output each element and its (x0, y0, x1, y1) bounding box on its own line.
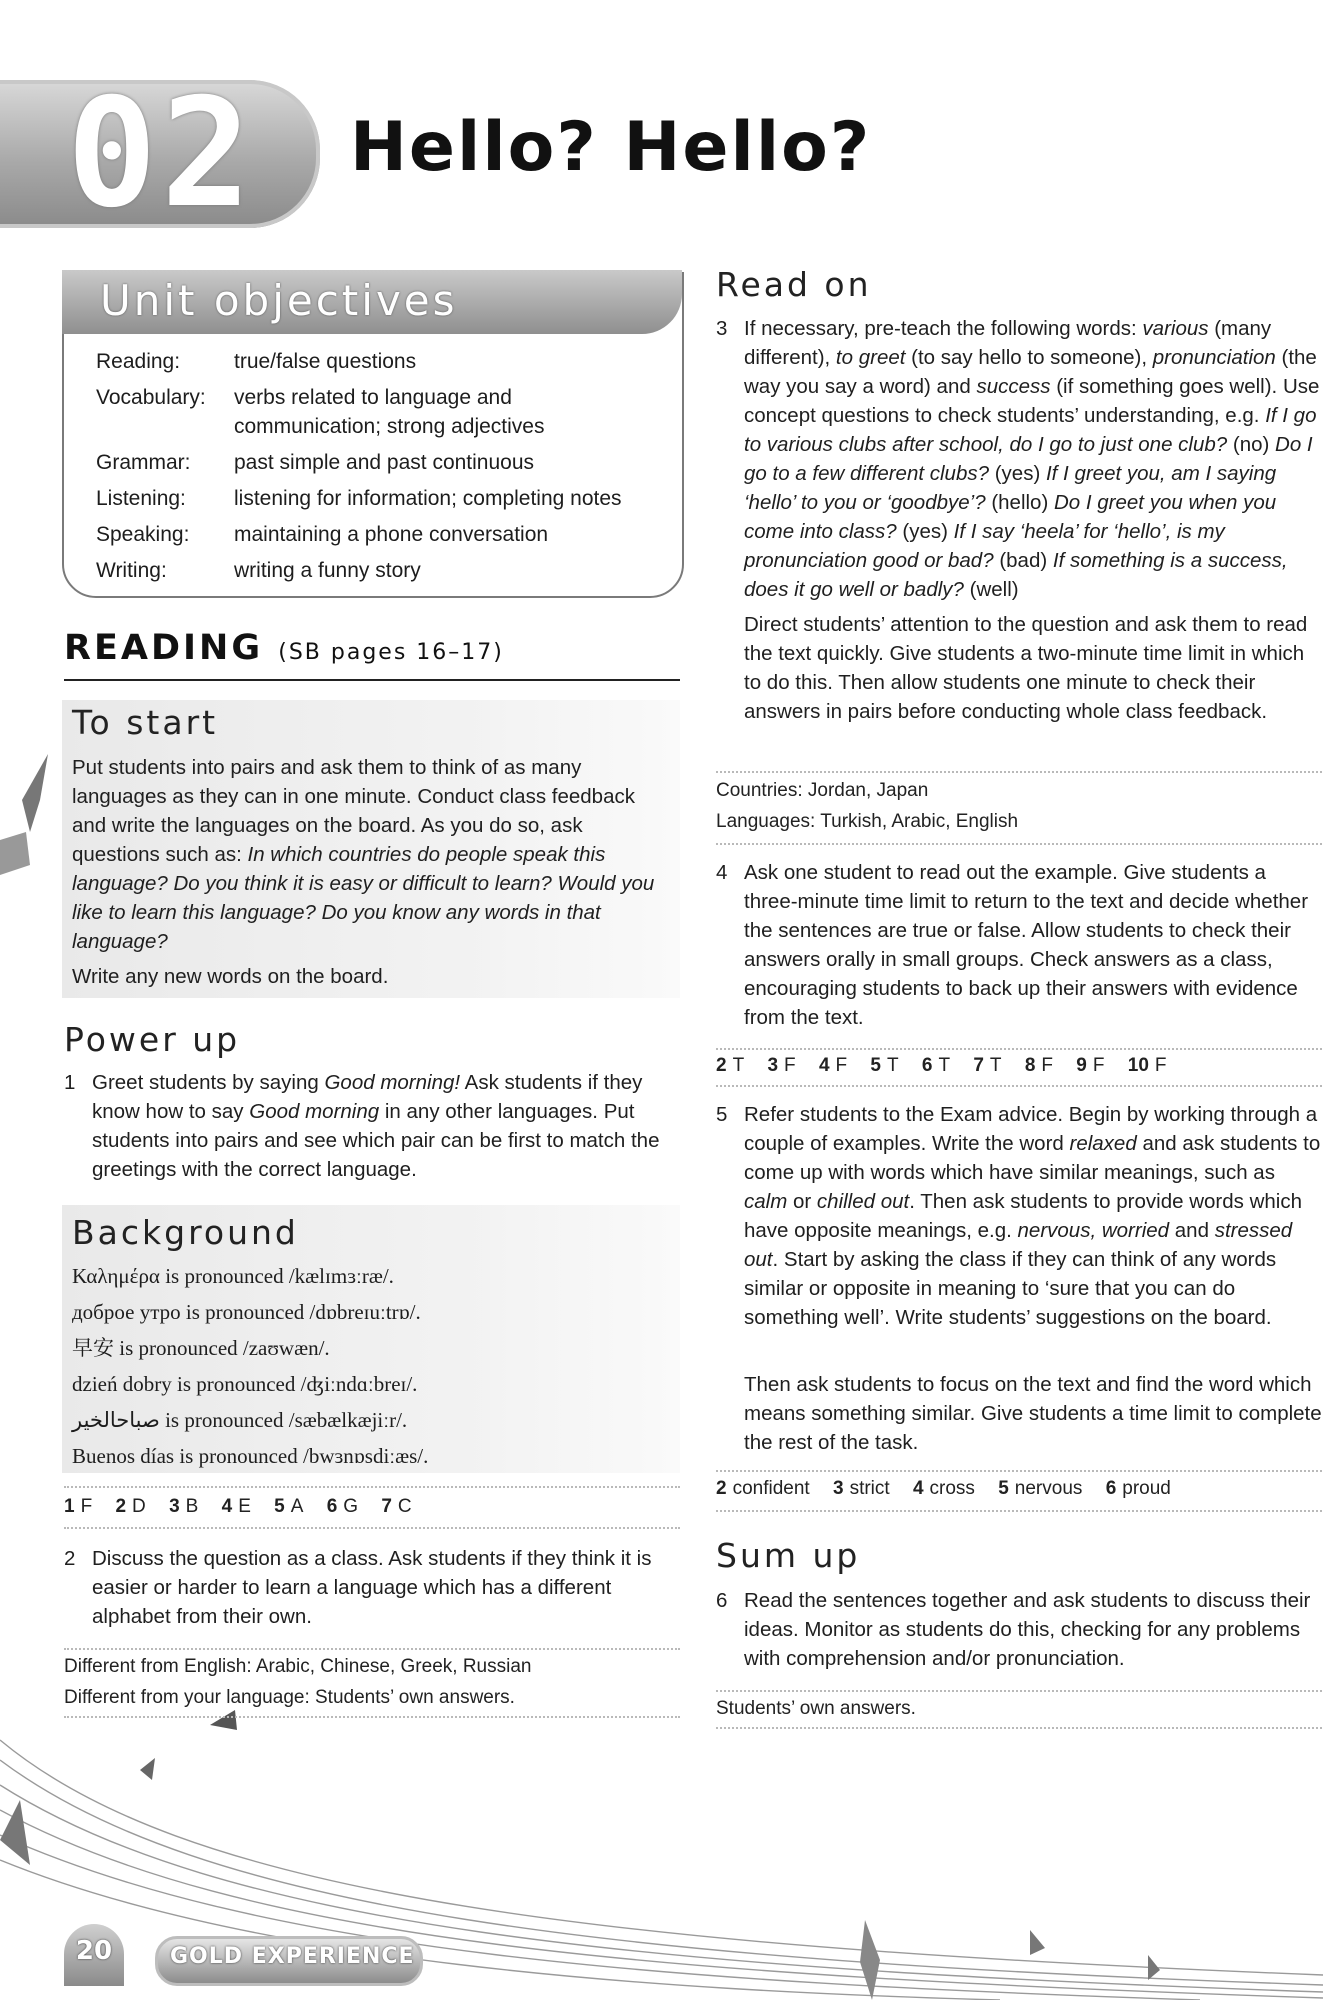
item-2-answer-a: Different from English: Arabic, Chinese, Greek, Russian (64, 1656, 532, 1677)
answer-divider (716, 1470, 1322, 1472)
pronunciation-line (72, 1366, 417, 1402)
answer-item (913, 1478, 975, 1499)
answer-key-4 (716, 1055, 1185, 1077)
foreign-word: صباحالخير (72, 1408, 160, 1432)
answer-value: F (80, 1496, 93, 1517)
answer-value: T (886, 1055, 899, 1076)
objective-label: Writing: (96, 559, 167, 582)
italic-run: pronunciation (1152, 346, 1276, 369)
answer-number: 5 (274, 1496, 285, 1517)
ipa-text: /dɒbreɪuːtrɒ/. (309, 1300, 421, 1324)
italic-run: If something is a success, does it go well or badly? (744, 549, 1288, 601)
text-run: (to say hello to someone), (905, 346, 1153, 369)
answer-value: F (1041, 1055, 1053, 1076)
answer-value: T (732, 1055, 745, 1076)
pronounced-text: is pronounced (114, 1336, 243, 1360)
ipa-text: /bwɜnɒsdiːæs/. (302, 1444, 429, 1468)
answer-value: F (1092, 1055, 1105, 1076)
answer-number: 2 (716, 1478, 727, 1499)
answer-value: G (343, 1496, 359, 1517)
pronunciation-line (72, 1294, 421, 1330)
answer-item (169, 1496, 198, 1517)
answer-value: proud (1122, 1478, 1171, 1499)
power-up-heading: Power up (64, 1020, 241, 1059)
answer-item (274, 1496, 303, 1517)
item-6-text: Read the sentences together and ask students to discuss their ideas. Monitor as students do this, checking for any problems with comprehension and/or pronunciation. (744, 1589, 1311, 1670)
item-number: 1 (64, 1071, 76, 1094)
answer-languages: Languages: Turkish, Arabic, English (716, 811, 1019, 832)
text-run: (many different), (744, 317, 1272, 369)
answer-key-5 (716, 1478, 1189, 1500)
answer-item (222, 1496, 251, 1517)
answer-value: nervous (1014, 1478, 1083, 1499)
answer-value: A (290, 1496, 304, 1517)
to-start-heading: To start (72, 703, 219, 742)
reading-rule (64, 679, 680, 681)
answer-item (381, 1496, 411, 1517)
italic-run: calm (744, 1190, 788, 1213)
answer-number: 1 (64, 1496, 75, 1517)
foreign-word: dzień dobry (72, 1372, 172, 1396)
italic-run: to greet (835, 346, 906, 369)
pronounced-text: is pronounced (180, 1300, 310, 1324)
item-4 (716, 858, 1322, 1038)
answer-value: T (938, 1055, 951, 1076)
answer-value: B (185, 1496, 199, 1517)
answer-item (973, 1055, 1001, 1076)
objective-label: Listening: (96, 487, 186, 510)
item-3 (716, 314, 1322, 614)
answer-item (819, 1055, 847, 1076)
italic-run: If I go to various clubs after school, do I go to just one club? (744, 404, 1317, 456)
answer-value: cross (929, 1478, 975, 1499)
foreign-word: Καλημέρα (72, 1264, 160, 1288)
answer-divider (64, 1527, 680, 1529)
ipa-text: /kælɪmɜːræ/. (288, 1264, 394, 1288)
answer-number: 6 (1105, 1478, 1117, 1499)
ipa-text: /ʤiːndɑːbreɪ/. (300, 1372, 418, 1396)
pronounced-text: is pronounced (171, 1372, 301, 1396)
objective-value: verbs related to language and communication; strong adjectives (234, 386, 545, 438)
italic-run: Good morning (249, 1100, 380, 1123)
objective-label: Grammar: (96, 451, 191, 474)
answer-value: E (238, 1496, 251, 1517)
pronunciation-line (72, 1402, 407, 1438)
answer-value: C (397, 1496, 412, 1517)
decorative-shards-left (0, 740, 60, 880)
objective-label: Reading: (96, 350, 181, 373)
text-run: (the way you say a word) and (744, 346, 1317, 398)
answer-item (1025, 1055, 1053, 1076)
answer-number: 5 (870, 1055, 881, 1076)
text-run: Greet students by saying (92, 1071, 325, 1094)
answer-value: F (835, 1055, 848, 1076)
answer-number: 10 (1127, 1055, 1149, 1076)
objective-value: maintaining a phone conversation (234, 523, 549, 546)
item-number: 6 (716, 1589, 728, 1612)
answer-item (64, 1496, 92, 1517)
sum-up-answer: Students’ own answers. (716, 1698, 916, 1719)
italic-run: If I greet you, am I saying ‘hello’ to you or ‘goodbye’? (744, 462, 1277, 514)
answer-item (115, 1496, 145, 1517)
answer-number: 4 (912, 1478, 924, 1499)
item-2-answer-b: Different from your language: Students’ own answers. (64, 1687, 515, 1708)
power-up-text (92, 1068, 680, 1184)
power-up-item (64, 1068, 680, 1188)
italic-run: stressed out (744, 1219, 1293, 1271)
reading-pages: (SB pages 16–17) (278, 640, 504, 665)
ipa-text: /sæbælkæjiːr/. (288, 1408, 408, 1432)
item-5 (716, 1100, 1322, 1360)
foreign-word: 早安 (72, 1336, 114, 1360)
answer-value: confident (732, 1478, 810, 1499)
page-number: 20 (75, 1936, 113, 1966)
pronounced-text: is pronounced (174, 1444, 303, 1468)
answer-value: T (989, 1055, 1002, 1076)
answer-divider (716, 771, 1322, 773)
page-title: Hello? Hello? (350, 108, 872, 187)
item-3-paragraph-2: Direct students’ attention to the question and ask them to read the text quickly. Give students a two-minute time limit in which to do this. Then allow students one minute to check their answers in pairs before conducting whole class feedback. (744, 613, 1308, 723)
answer-value: F (784, 1055, 796, 1076)
text-run: . Start by asking the class if they can think of any words similar or opposite in meaning to ‘sure that you can do something well’. Write students’ suggestions on the board. (744, 1248, 1277, 1329)
answer-divider (64, 1486, 680, 1488)
answer-item (716, 1055, 744, 1076)
answer-item (1128, 1055, 1167, 1076)
item-6 (716, 1586, 1322, 1676)
answer-item (922, 1055, 950, 1076)
text-run: Refer students to the Exam advice. Begin by working through a couple of examples. Write the word (744, 1103, 1318, 1155)
text-run: (yes) (989, 462, 1046, 485)
answer-number: 5 (998, 1478, 1009, 1499)
italic-run: various (1142, 317, 1209, 340)
answer-number: 6 (326, 1496, 338, 1517)
foreign-word: Buenos días (72, 1444, 175, 1468)
italic-run: Good morning! (324, 1071, 461, 1094)
text-run: and (1169, 1219, 1215, 1242)
item-2 (64, 1544, 680, 1634)
answer-value: strict (849, 1478, 890, 1499)
answer-item (833, 1478, 890, 1499)
pronounced-text: is pronounced (159, 1264, 289, 1288)
italic-run: relaxed (1069, 1132, 1137, 1155)
text-run: (no) (1227, 433, 1276, 456)
italic-run: chilled out (816, 1190, 910, 1213)
objective-value: writing a funny story (234, 559, 421, 582)
answer-key-1 (64, 1496, 430, 1518)
objective-label: Speaking: (96, 523, 190, 546)
text-run: (yes) (896, 520, 954, 543)
reading-title: READING (64, 628, 264, 668)
to-start-paragraph (72, 753, 672, 956)
answer-item (716, 1478, 810, 1499)
to-start-questions: In which countries do people speak this language? Do you think it is easy or difficult to learn? Would you like to learn this language? Do you know any words in that language? (72, 843, 655, 953)
answer-divider (716, 843, 1322, 845)
pronounced-text: is pronounced (159, 1408, 289, 1432)
item-number: 4 (716, 861, 728, 884)
to-start-paragraph-2: Write any new words on the board. (72, 965, 389, 988)
italic-run: nervous, worried (1017, 1219, 1170, 1242)
item-5-paragraph-2: Then ask students to focus on the text and find the word which means something similar. Give students a time limit to complete the rest of the task. (744, 1373, 1322, 1454)
item-4-text: Ask one student to read out the example. Give students a three-minute time limit to return to the text and decide whether the sentences are true or false. Allow students to check their answers orally in small groups. Check answers as a class, encouraging students to back up their answers with evidence from the text. (744, 861, 1309, 1029)
answer-divider (64, 1716, 680, 1718)
answer-divider (716, 1048, 1322, 1050)
answer-number: 8 (1024, 1055, 1036, 1076)
answer-number: 6 (921, 1055, 933, 1076)
answer-divider (716, 1690, 1322, 1692)
italic-run: Do I go to a few different clubs? (744, 433, 1313, 485)
pronunciation-line (72, 1330, 330, 1366)
text-run: (well) (963, 578, 1019, 601)
read-on-heading: Read on (716, 265, 872, 304)
answer-divider (716, 1510, 1322, 1512)
item-3-text (744, 314, 1322, 604)
answer-divider (64, 1648, 680, 1650)
answer-item (1076, 1055, 1104, 1076)
sum-up-heading: Sum up (716, 1536, 861, 1575)
text-run: and ask students to come up with words which have similar meanings, such as (744, 1132, 1321, 1184)
item-number: 2 (64, 1547, 76, 1570)
brand-name: GOLD EXPERIENCE (170, 1944, 415, 1969)
answer-item (998, 1478, 1082, 1499)
objective-value: listening for information; completing notes (234, 487, 622, 510)
text-run: If necessary, pre-teach the following words: (744, 317, 1143, 340)
objectives-title: Unit objectives (100, 276, 458, 325)
unit-number: 02 (66, 67, 256, 241)
answer-value: F (1154, 1055, 1167, 1076)
objective-value: past simple and past continuous (234, 451, 535, 474)
answer-number: 4 (221, 1496, 233, 1517)
item-number: 5 (716, 1103, 728, 1126)
italic-run: Do I greet you when you come into class? (744, 491, 1277, 543)
foreign-word: доброе утро (72, 1300, 181, 1324)
answer-item (767, 1055, 795, 1076)
text-run: . Then ask students to provide words which have opposite meanings, e.g. (744, 1190, 1302, 1242)
answer-number: 2 (716, 1055, 727, 1076)
answer-number: 3 (169, 1496, 180, 1517)
answer-number: 3 (832, 1478, 844, 1499)
pronunciation-line (72, 1258, 394, 1294)
answer-item (1106, 1478, 1171, 1499)
reading-heading (64, 628, 504, 668)
answer-countries: Countries: Jordan, Japan (716, 780, 929, 801)
answer-value: D (132, 1496, 146, 1517)
answer-item (870, 1055, 898, 1076)
objective-value: true/false questions (234, 350, 417, 373)
answer-number: 7 (973, 1055, 984, 1076)
item-2-text: Discuss the question as a class. Ask students if they think it is easier or harder to learn a language which has a different alphabet from their own. (92, 1547, 652, 1628)
answer-number: 7 (381, 1496, 392, 1517)
ipa-text: /zaʊwæn/. (242, 1336, 330, 1360)
text-run: (if something goes well). Use concept questions to check students’ understanding, e.g. (744, 375, 1320, 427)
answer-number: 3 (767, 1055, 779, 1076)
italic-run: If I say ‘heela’ for ‘hello’, is my pronunciation good or bad? (744, 520, 1225, 572)
item-number: 3 (716, 317, 728, 340)
pronunciation-line (72, 1438, 428, 1474)
objective-label: Vocabulary: (96, 386, 206, 409)
answer-number: 2 (115, 1496, 127, 1517)
italic-run: success (976, 375, 1051, 398)
background-heading: Background (72, 1213, 299, 1252)
text-run: Ask students if they know how to say (92, 1071, 643, 1123)
answer-number: 4 (818, 1055, 830, 1076)
text-run: in any other languages. Put students into pairs and see which pair can be first to match the greetings with the correct language. (92, 1100, 660, 1181)
text-run: (bad) (993, 549, 1053, 572)
text-run: (hello) (985, 491, 1054, 514)
answer-divider (716, 1085, 1322, 1087)
item-5-text (744, 1100, 1322, 1332)
to-start-text: Put students into pairs and ask them to think of as many languages as they can in one minute. Conduct class feedback and write the languages on the board. As you do so, ask questions such as: (72, 756, 635, 866)
answer-divider (716, 1727, 1322, 1729)
answer-number: 9 (1076, 1055, 1087, 1076)
text-run: or (787, 1190, 817, 1213)
answer-item (327, 1496, 358, 1517)
